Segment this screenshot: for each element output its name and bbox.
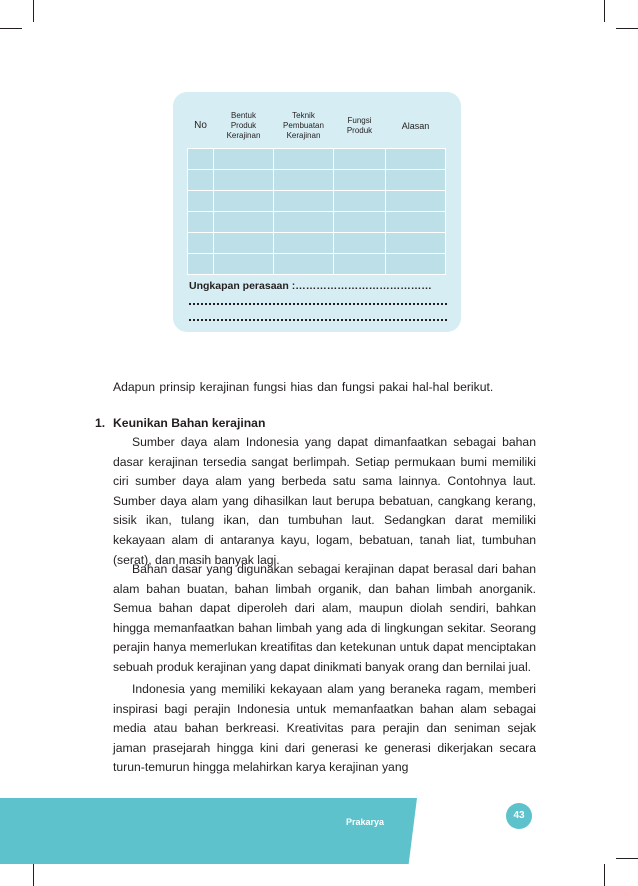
- column-header-bentuk-produk: Bentuk Produk Kerajinan: [226, 111, 261, 140]
- table-row: [188, 233, 446, 254]
- table-cell: [274, 149, 334, 170]
- table-cell: [214, 233, 274, 254]
- table-cell: [386, 170, 446, 191]
- table-cell: [274, 254, 334, 275]
- table-row: [188, 149, 446, 170]
- table-cell: [334, 254, 386, 275]
- table-cell: [214, 254, 274, 275]
- crop-mark: [604, 0, 605, 22]
- table-cell: [334, 233, 386, 254]
- table-cell: [386, 254, 446, 275]
- table-cell: [214, 149, 274, 170]
- crop-mark: [0, 28, 22, 29]
- crop-mark: [616, 858, 638, 859]
- table-cell: [386, 233, 446, 254]
- crop-mark: [616, 28, 638, 29]
- table-cell: [188, 170, 214, 191]
- section-title: Keunikan Bahan kerajinan: [113, 416, 266, 430]
- table-cell: [334, 149, 386, 170]
- table-cell: [274, 212, 334, 233]
- paragraph: Bahan dasar yang digunakan sebagai kerajinan dapat berasal dari bahan alam bahan buatan, bahan limbah organik, dan bahan limbah anorganik. Semua bahan dapat diperoleh dari alam, maupun diolah sendiri, bahkan hingga memanfaatkan bahan limbah yang ada di lingkungan sekitar. Seorang perajin hanya memerlukan kreatifitas dan ketekunan untuk dapat menciptakan sebuah produk kerajinan yang dapat dinikmati banyak orang dan bernilai jual.: [113, 562, 536, 674]
- page-number: 43: [506, 803, 532, 829]
- section-heading: [95, 413, 265, 433]
- table-cell: [188, 149, 214, 170]
- table-cell: [188, 191, 214, 212]
- table-cell: [214, 170, 274, 191]
- worksheet-table: [187, 104, 446, 275]
- table-cell: [334, 191, 386, 212]
- paragraph: Sumber daya alam Indonesia yang dapat dimanfaatkan sebagai bahan dasar kerajinan tersedia sangat berlimpah. Setiap permukaan bumi memiliki ciri sumber daya alam yang berbeda satu sama lainnya. Contohnya laut. Sumber daya alam yang dihasilkan laut berupa bebatuan, cangkang kerang, sisik ikan, tulang ikan, dan tumbuhan laut. Sedangkan darat memiliki kekayaan alam di antaranya kayu, logam, bebatuan, tanah liat, tumbuhan (serat), dan masih banyak lagi.: [113, 435, 536, 567]
- feeling-label: Ungkapan perasaan :…………………………………: [189, 280, 432, 292]
- table-body: [188, 149, 446, 275]
- crop-mark: [33, 864, 34, 886]
- table-cell: [334, 170, 386, 191]
- table-header-row: [188, 104, 446, 149]
- column-header-fungsi-produk: Fungsi Produk: [346, 116, 373, 135]
- table-cell: [386, 191, 446, 212]
- table-cell: [188, 254, 214, 275]
- footer-band: [0, 798, 417, 864]
- table-row: [188, 170, 446, 191]
- worksheet-box: [173, 92, 461, 332]
- table-cell: [214, 191, 274, 212]
- column-header-alasan: Alasan: [401, 121, 430, 131]
- intro-text: Adapun prinsip kerajinan fungsi hias dan fungsi pakai hal-hal berikut.: [113, 380, 494, 394]
- table-cell: [386, 212, 446, 233]
- table-cell: [274, 233, 334, 254]
- column-header-teknik-pembuatan: Teknik Pembuatan Kerajinan: [283, 111, 324, 140]
- table-cell: [334, 212, 386, 233]
- crop-mark: [604, 864, 605, 886]
- table-cell: [214, 212, 274, 233]
- table-row: [188, 191, 446, 212]
- table-row: [188, 212, 446, 233]
- section-number: 1.: [95, 416, 106, 430]
- paragraph: Indonesia yang memiliki kekayaan alam yang beraneka ragam, memberi inspirasi bagi perajin Indonesia untuk memanfaatkan bahan alam sebagai media atau bahan berkreasi. Kreativitas para perajin dan seniman sejak jaman prasejarah hingga kini dari generasi ke generasi dikerjakan secara turun-temurun hingga melahirkan karya kerajinan yang: [113, 682, 536, 775]
- dotted-answer-line: [189, 317, 447, 321]
- book-title: Prakarya: [346, 817, 385, 827]
- table-row: [188, 254, 446, 275]
- crop-mark: [33, 0, 34, 22]
- table-cell: [188, 212, 214, 233]
- table-cell: [274, 170, 334, 191]
- table-cell: [274, 191, 334, 212]
- column-header-no: No: [194, 120, 207, 131]
- table-cell: [386, 149, 446, 170]
- table-cell: [188, 233, 214, 254]
- dotted-answer-line: [189, 301, 447, 305]
